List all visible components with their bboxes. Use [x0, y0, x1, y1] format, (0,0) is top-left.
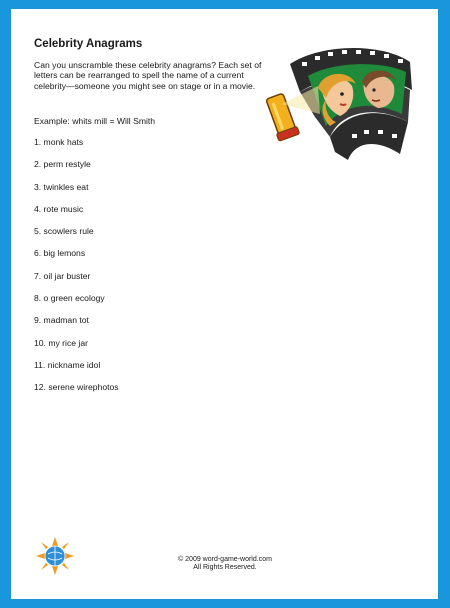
example-text: Example: whits mill = Will Smith	[34, 116, 156, 126]
intro-text: Can you unscramble these celebrity anagrams? Each set of letters can be rearranged to spell the name of a current celebrity—someone you might see on stage or in a movie.	[34, 60, 262, 91]
list-item: 12. serene wirephotos	[34, 382, 119, 393]
list-item: 8. o green ecology	[34, 293, 105, 304]
list-item: 11. nickname idol	[34, 359, 101, 370]
list-item: 2. perm restyle	[34, 159, 91, 170]
list-item: 6. big lemons	[34, 248, 86, 259]
film-reel-celebrity-illustration	[260, 42, 418, 160]
list-item: 4. rote music	[34, 203, 84, 214]
list-item: 3. twinkles eat	[34, 181, 89, 192]
copyright-text: © 2009 word-game-world.com	[178, 556, 272, 563]
list-item: 5. scowlers rule	[34, 226, 94, 237]
footer	[0, 556, 450, 572]
worksheet-title: Celebrity Anagrams	[34, 38, 143, 50]
anagram-list	[34, 137, 119, 405]
list-item: 1. monk hats	[34, 137, 84, 147]
rights-text: All Rights Reserved.	[193, 564, 257, 572]
list-item: 7. oil jar buster	[34, 270, 91, 281]
list-item: 10. my rice jar	[34, 337, 88, 348]
list-item: 9. madman tot	[34, 315, 89, 326]
